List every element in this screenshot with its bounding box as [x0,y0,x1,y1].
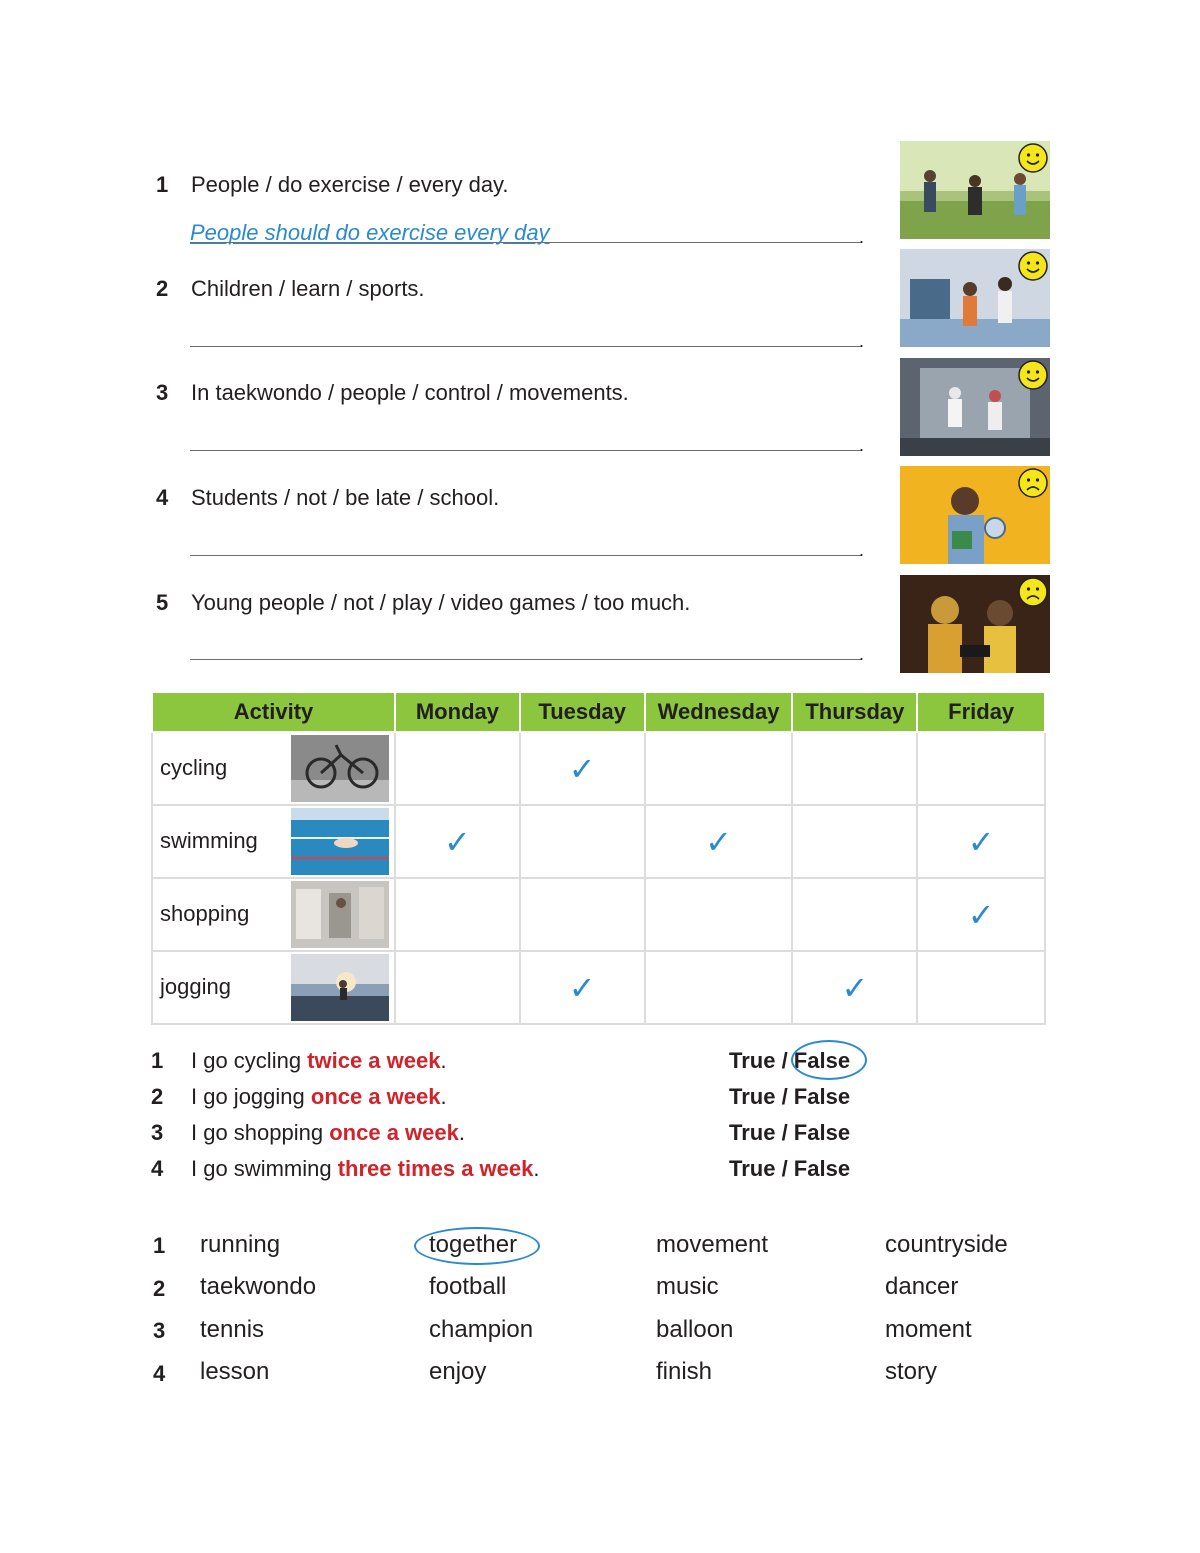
table-row [152,951,1045,1024]
activity-cell [152,878,395,951]
frequency-phrase: once a week [310,1084,441,1109]
true-false-choice[interactable]: True / False [729,1048,851,1073]
check-icon: ✓ [967,823,995,860]
answer-line[interactable] [190,659,862,660]
line-period: . [859,331,865,351]
word-option[interactable]: lesson [200,1358,270,1385]
item-number: 2 [151,1084,164,1109]
word-option[interactable]: story [885,1358,938,1385]
activity-label: jogging [160,974,231,999]
check-cell[interactable] [917,878,1045,951]
check-cell[interactable] [395,951,520,1024]
word-option[interactable]: moment [885,1316,972,1343]
true-false-choice[interactable]: True / False [729,1156,851,1181]
check-icon: ✓ [967,896,995,933]
word-option[interactable]: running [200,1231,281,1258]
statement-end: . [440,1048,447,1073]
activity-label: cycling [160,755,228,780]
activity-label: shopping [160,901,250,926]
check-icon: ✓ [705,823,732,860]
statement-text: I go jogging [191,1084,311,1109]
line-period: . [859,540,865,560]
answer-line[interactable] [190,346,862,347]
word-option[interactable]: football [429,1273,507,1300]
header-monday: Monday [395,692,520,732]
item-number: 4 [153,1361,166,1386]
check-cell[interactable] [792,732,917,805]
word-option[interactable]: finish [656,1358,713,1385]
table-row [152,732,1045,805]
statement-text: I go swimming [191,1156,338,1181]
item-number: 2 [153,1276,166,1301]
photo-children-sports [900,249,1050,347]
smiley-happy-icon [1018,251,1048,281]
item-number: 3 [151,1120,164,1145]
smiley-sad-icon [1018,468,1048,498]
answer-line[interactable] [190,555,862,556]
statement-end: . [458,1120,465,1145]
shopping-photo [291,881,389,948]
header-thursday: Thursday [792,692,917,732]
table-row [152,878,1045,951]
photo-taekwondo [900,358,1050,456]
statement-end: . [533,1156,540,1181]
word-option[interactable]: movement [656,1231,769,1258]
statement-text: I go cycling [191,1048,308,1073]
header-friday: Friday [917,692,1045,732]
cycling-photo [291,735,389,802]
example-answer: People should do exercise every day [190,220,550,245]
sentence-prompt: In taekwondo / people / control / movements. [191,380,629,405]
item-number: 2 [156,276,169,301]
statement-end: . [440,1084,447,1109]
item-number: 5 [156,590,169,615]
check-cell[interactable] [645,732,793,805]
item-number: 1 [151,1048,164,1073]
check-cell[interactable] [792,805,917,878]
word-option[interactable]: tennis [200,1316,265,1343]
frequency-phrase: twice a week [307,1048,441,1073]
answer-circle [791,1040,867,1080]
statement [191,1120,465,1146]
item-number: 3 [153,1318,166,1343]
word-option[interactable]: music [656,1273,719,1300]
item-number: 1 [153,1233,166,1258]
check-cell[interactable] [792,878,917,951]
check-icon: ✓ [841,969,869,1006]
item-number: 3 [156,380,169,405]
word-option[interactable]: balloon [656,1316,734,1343]
swimming-photo [291,808,389,875]
check-cell[interactable] [645,805,793,878]
check-cell[interactable] [395,878,520,951]
header-tuesday: Tuesday [520,692,645,732]
item-number: 1 [156,172,169,197]
check-cell[interactable] [792,951,917,1024]
check-cell[interactable] [645,878,793,951]
activity-cell [152,732,395,805]
word-option[interactable]: enjoy [429,1358,487,1385]
header-wednesday: Wednesday [645,692,793,732]
sentence-prompt: Students / not / be late / school. [191,485,500,510]
photo-exercise-park [900,141,1050,239]
check-icon: ✓ [568,750,596,787]
check-cell[interactable] [520,951,645,1024]
smiley-happy-icon [1018,143,1048,173]
activity-cell [152,805,395,878]
header-activity: Activity [152,692,395,732]
line-period: . [859,435,865,455]
statement [191,1084,447,1110]
word-option[interactable]: champion [429,1316,534,1343]
word-option[interactable]: together [429,1231,518,1258]
word-option[interactable]: dancer [885,1273,959,1300]
word-option[interactable]: taekwondo [200,1273,317,1300]
table-header-row [152,692,1045,732]
sentence-prompt: Young people / not / play / video games / too much. [191,590,691,615]
item-number: 4 [151,1156,164,1181]
check-icon: ✓ [444,823,471,860]
sentence-prompt: People / do exercise / every day. [191,172,509,197]
answer-line[interactable] [190,450,862,451]
answer-line[interactable] [190,242,862,243]
check-icon: ✓ [568,969,596,1006]
word-option[interactable]: countryside [885,1231,1008,1258]
frequency-phrase: once a week [329,1120,459,1145]
check-cell[interactable] [520,732,645,805]
activity-cell [152,951,395,1024]
activity-schedule-table [151,691,1046,1025]
frequency-phrase: three times a week [337,1156,534,1181]
smiley-sad-icon [1018,577,1048,607]
table-row [152,805,1045,878]
check-cell[interactable] [395,732,520,805]
check-cell[interactable] [645,951,793,1024]
true-false-choice[interactable]: True / False [729,1084,851,1109]
smiley-happy-icon [1018,360,1048,390]
line-period: . [859,644,865,664]
check-cell[interactable] [520,878,645,951]
check-cell[interactable] [520,805,645,878]
activity-label: swimming [160,828,258,853]
check-cell[interactable] [917,951,1045,1024]
line-period: . [859,227,865,247]
sentence-prompt: Children / learn / sports. [191,276,425,301]
statement [191,1156,540,1182]
jogging-photo [291,954,389,1021]
check-cell[interactable] [917,732,1045,805]
item-number: 4 [156,485,169,510]
photo-late-student [900,466,1050,564]
statement [191,1048,447,1074]
statement-text: I go shopping [191,1120,330,1145]
check-cell[interactable] [395,805,520,878]
check-cell[interactable] [917,805,1045,878]
photo-video-games [900,575,1050,673]
true-false-choice[interactable]: True / False [729,1120,851,1145]
answer-circle [414,1227,540,1265]
